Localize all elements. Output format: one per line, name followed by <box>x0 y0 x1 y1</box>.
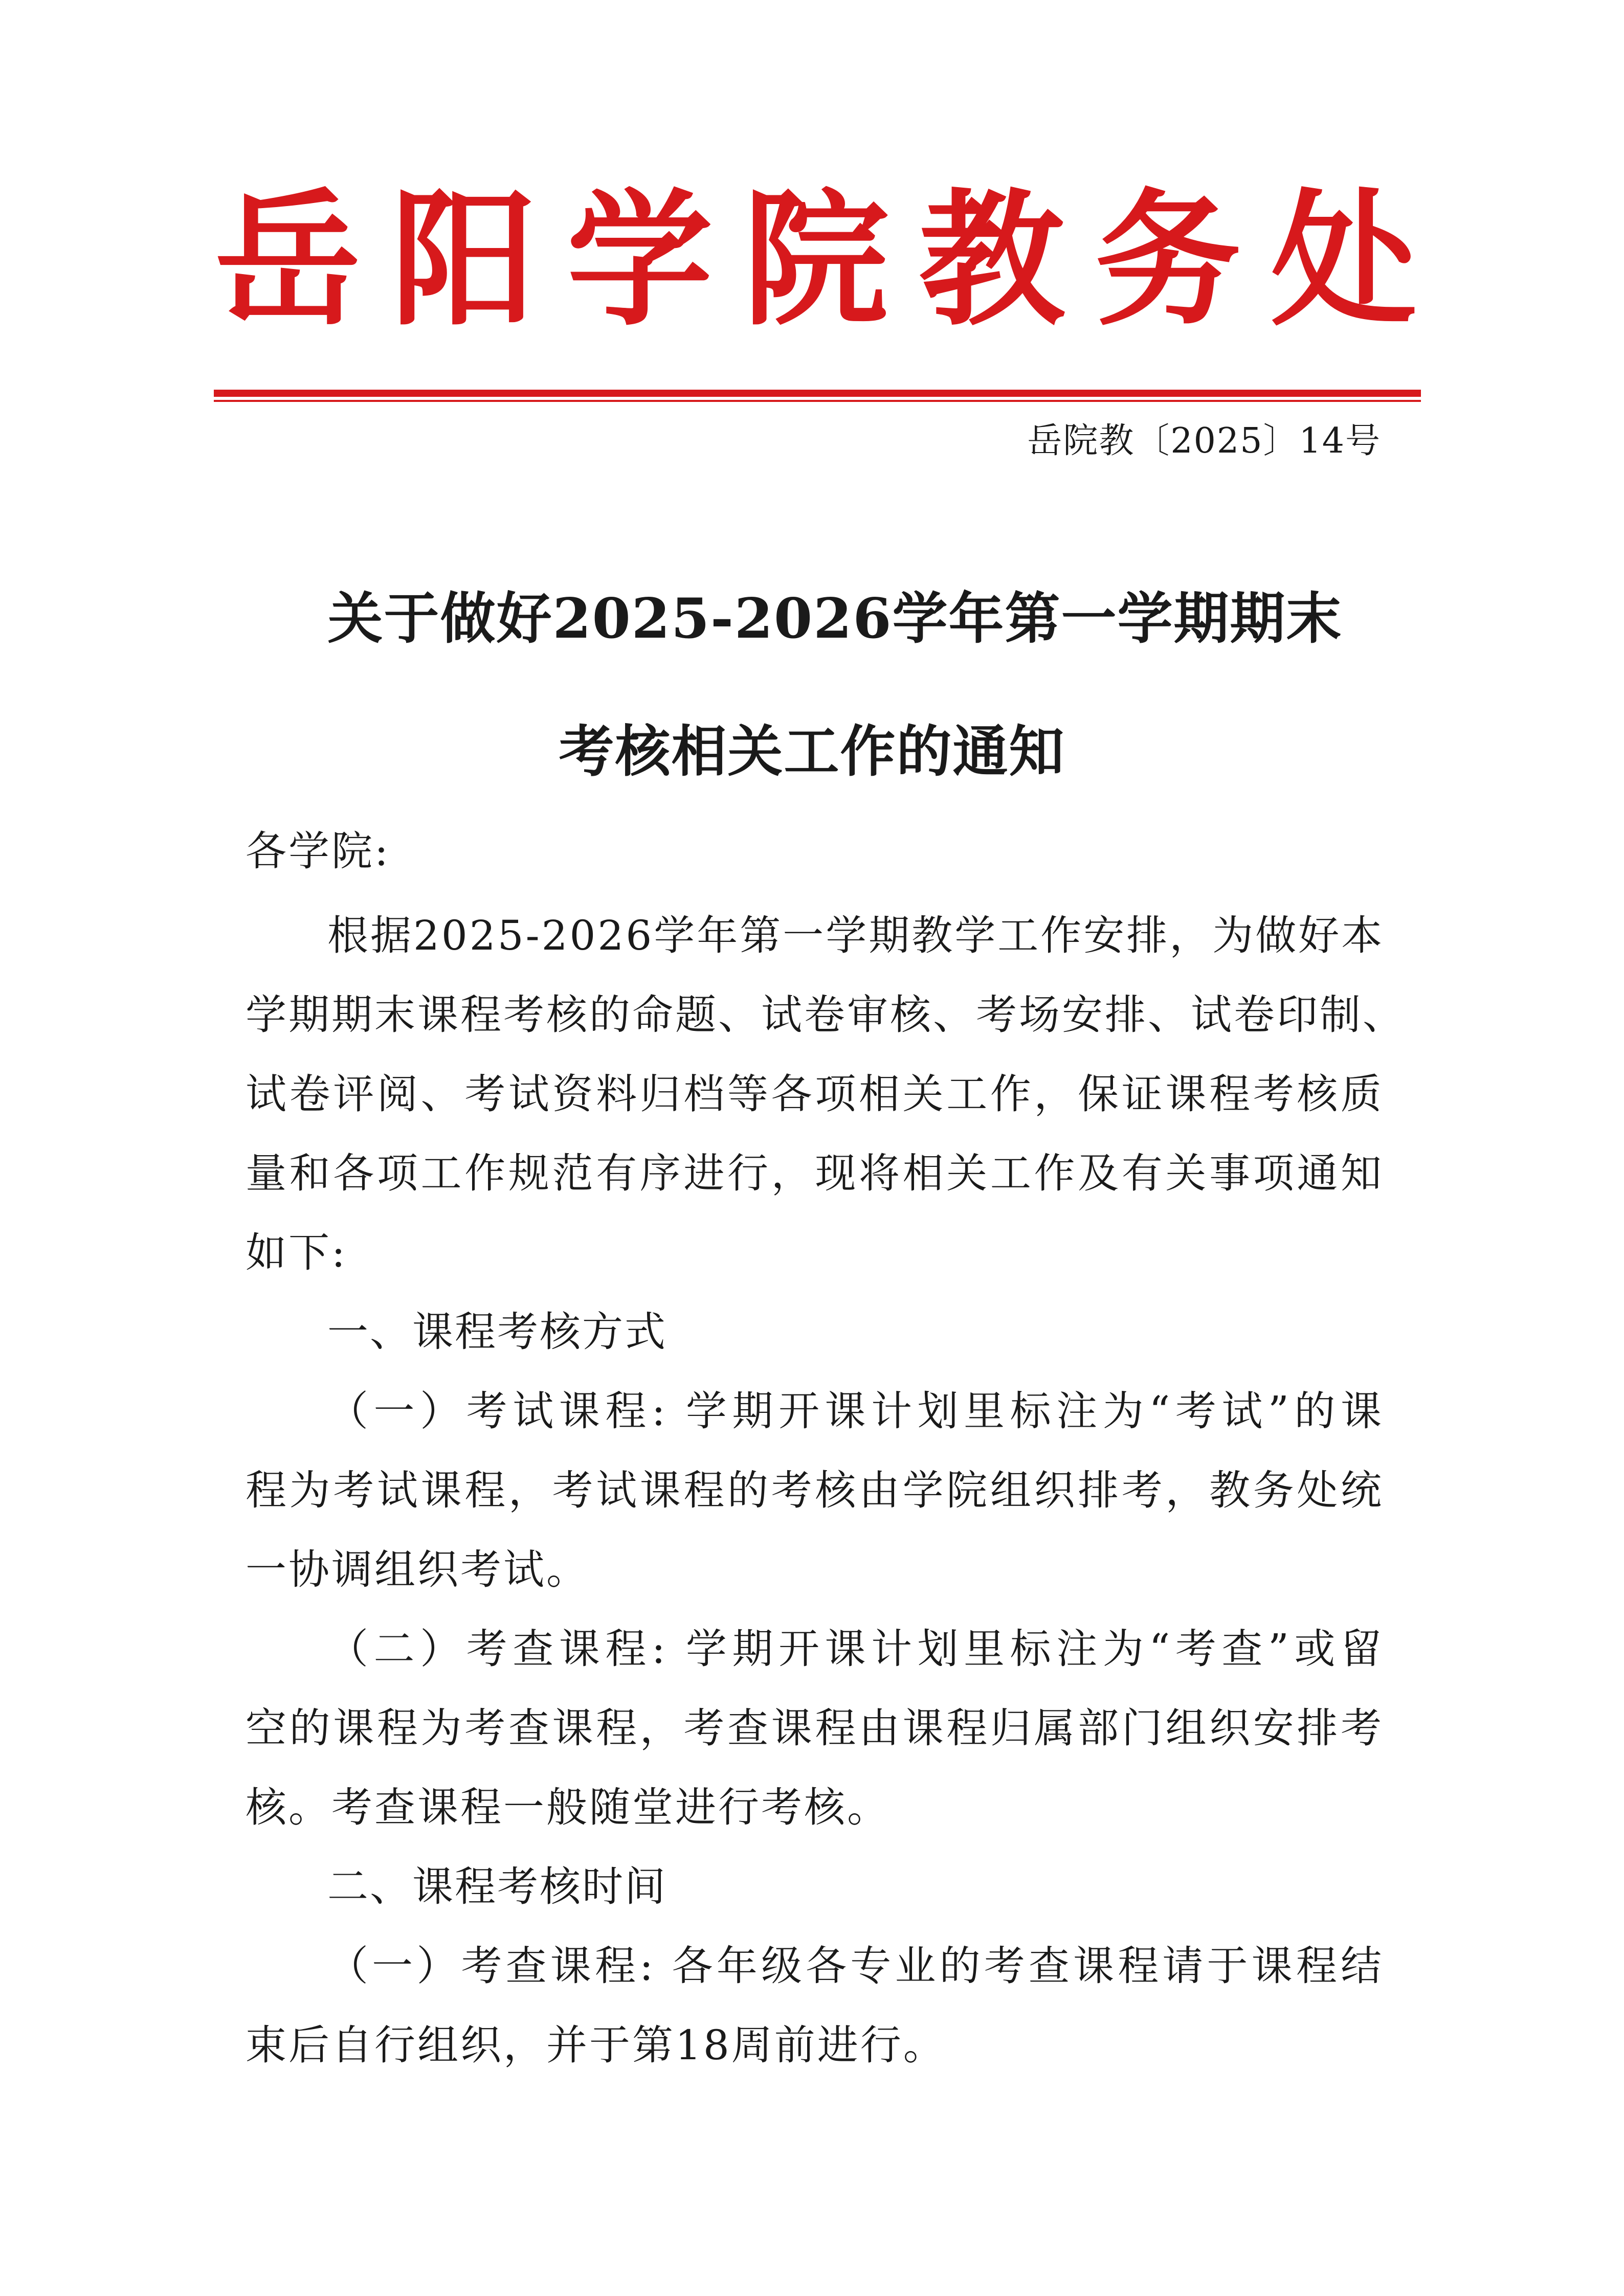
masthead-char: 务 <box>1095 176 1241 346</box>
section-heading: 二、课程考核时间 <box>327 1863 667 1910</box>
document-title-line-1: 关于做好2025-2026学年第一学期期末 <box>327 587 1343 651</box>
section-heading: 一、课程考核方式 <box>327 1308 667 1356</box>
paragraph-line: 量和各项工作规范有序进行，现将相关工作及有关事项通知 <box>246 1150 1384 1197</box>
masthead-title <box>215 176 1417 346</box>
salutation: 各学院: <box>246 827 390 875</box>
paragraph-line: 试卷评阅、考试资料归档等各项相关工作，保证课程考核质 <box>246 1070 1384 1118</box>
paragraph-line: （一）考试课程: 学期开课计划里标注为“考试”的课 <box>327 1387 1384 1435</box>
masthead-char: 学 <box>567 176 713 346</box>
paragraph-line: 一协调组织考试。 <box>246 1546 589 1593</box>
masthead-char: 岳 <box>215 176 361 346</box>
masthead-char: 处 <box>1271 176 1417 346</box>
paragraph-line: 学期期末课程考核的命题、试卷审核、考场安排、试卷印制、 <box>246 991 1406 1039</box>
paragraph-line: 程为考试课程，考试课程的考核由学院组织排考，教务处统 <box>246 1467 1384 1514</box>
paragraph-line: （一）考查课程: 各年级各专业的考查课程请于课程结 <box>327 1942 1384 1990</box>
masthead-char: 教 <box>919 176 1065 346</box>
paragraph-line: 核。考查课程一般随堂进行考核。 <box>246 1784 890 1831</box>
paragraph-line: 根据2025-2026学年第一学期教学工作安排，为做好本 <box>327 912 1385 959</box>
masthead-char: 阳 <box>391 176 537 346</box>
masthead-char: 院 <box>743 176 889 346</box>
document-number: 岳院教〔2025〕14号 <box>1027 421 1381 461</box>
paragraph-line: 空的课程为考查课程，考查课程由课程归属部门组织安排考 <box>246 1704 1384 1752</box>
masthead-divider-thin <box>214 400 1421 402</box>
paragraph-line: （二）考查课程: 学期开课计划里标注为“考查”或留 <box>327 1625 1384 1673</box>
document-title-line-2: 考核相关工作的通知 <box>559 719 1065 784</box>
masthead-divider <box>214 390 1421 397</box>
paragraph-line: 束后自行组织，并于第18周前进行。 <box>246 2021 946 2069</box>
paragraph-line: 如下: <box>246 1229 347 1276</box>
